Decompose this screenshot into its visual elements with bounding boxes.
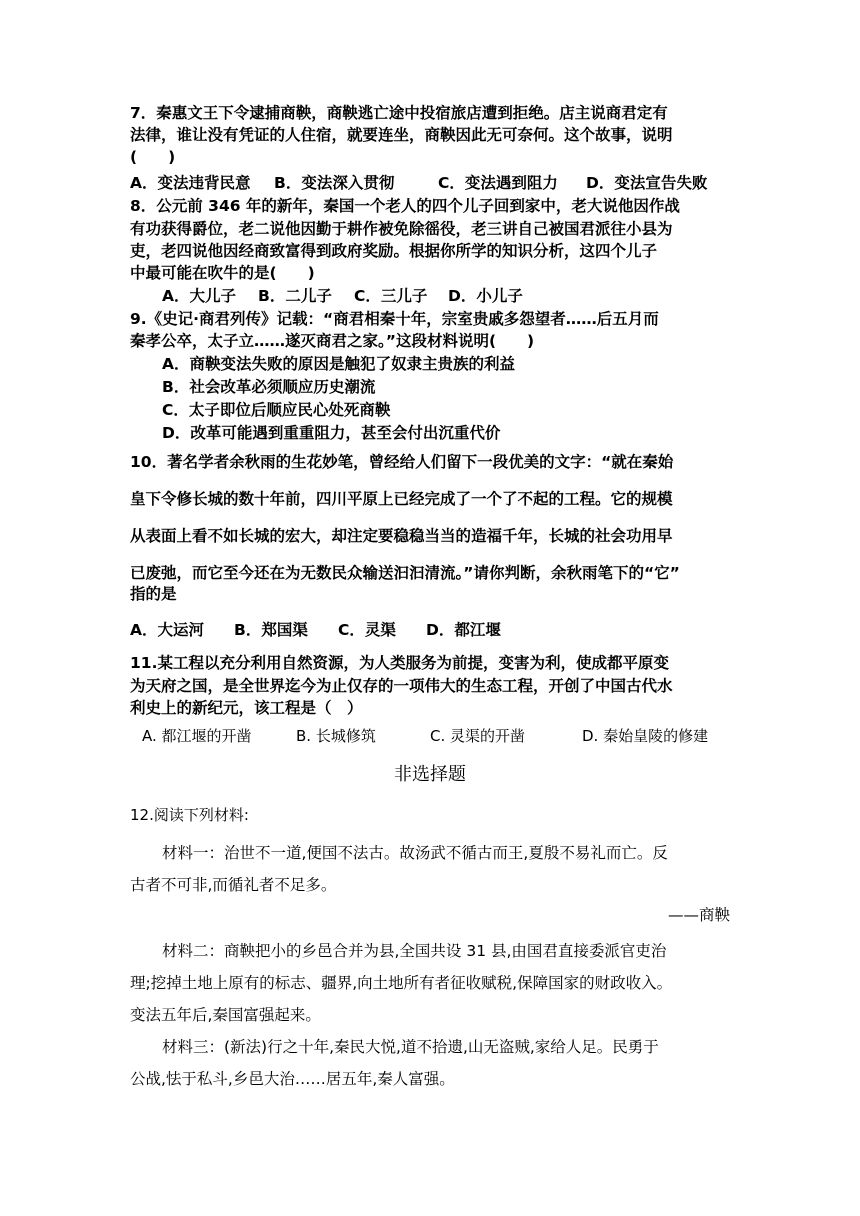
- q7-line-1: 7．秦惠文王下令逮捕商鞅，商鞅逃亡途中投宿旅店遭到拒绝。店主说商君定有: [130, 104, 668, 122]
- q9-line-2: 秦孝公卒，太子立……遂灭商君之家。”这段材料说明( ): [130, 332, 535, 350]
- q9-option-c: C．太子即位后顺应民心处死商鞅: [162, 401, 391, 419]
- q7-option-a: A．变法违背民意: [130, 174, 251, 192]
- q8-line-4: 中最可能在吹牛的是( ): [130, 264, 315, 282]
- q7-line-3: ( ): [130, 148, 176, 166]
- q10-option-b: B．郑国渠: [234, 621, 308, 639]
- q12-material3-line-2: 公战,怯于私斗,乡邑大治……居五年,秦人富强。: [130, 1070, 455, 1088]
- q12-material1-source: ——商鞅: [667, 906, 730, 924]
- q10-option-d: D．都江堰: [426, 621, 501, 639]
- q12-material2-line-3: 变法五年后,秦国富强起来。: [130, 1006, 321, 1024]
- q11-option-d: D. 秦始皇陵的修建: [582, 727, 709, 745]
- q10-line-5: 指的是: [130, 585, 177, 603]
- q9-line-1: 9.《史记·商君列传》记载：“商君相秦十年，宗室贵戚多怨望者……后五月而: [130, 310, 659, 328]
- q12-material2-line-1: 材料二：商鞅把小的乡邑合并为县,全国共设 31 县,由国君直接委派官吏治: [162, 942, 667, 960]
- q12-material1-line-1: 材料一：治世不一道,便国不法古。故汤武不循古而王,夏殷不易礼而亡。反: [162, 844, 668, 862]
- q11-option-a: A. 都江堰的开凿: [142, 727, 252, 745]
- q8-option-a: A．大儿子: [162, 287, 236, 305]
- q11-option-c: C. 灵渠的开凿: [430, 727, 526, 745]
- q8-line-1: 8．公元前 346 年的新年，秦国一个老人的四个儿子回到家中，老大说他因作战: [130, 197, 680, 215]
- q12-intro: 12.阅读下列材料:: [130, 806, 249, 824]
- q7-option-d: D．变法宣告失败: [586, 174, 708, 192]
- q10-line-4: 已废弛，而它至今还在为无数民众输送汩汩清流。”请你判断，余秋雨笔下的“它”: [130, 564, 680, 582]
- q10-option-c: C．灵渠: [338, 621, 396, 639]
- q8-option-d: D．小儿子: [448, 287, 523, 305]
- q10-option-a: A．大运河: [130, 621, 204, 639]
- q12-material3-line-1: 材料三：(新法)行之十年,秦民大悦,道不拾遗,山无盗贼,家给人足。民勇于: [162, 1038, 659, 1056]
- q12-material2-line-2: 理;挖掉土地上原有的标志、疆界,向土地所有者征收赋税,保障国家的财政收入。: [130, 974, 673, 992]
- q11-option-b: B. 长城修筑: [296, 727, 376, 745]
- q8-option-c: C．三儿子: [354, 287, 428, 305]
- q11-line-3: 利史上的新纪元，该工程是（ ）: [130, 699, 363, 717]
- q8-option-b: B．二儿子: [258, 287, 332, 305]
- q9-option-d: D．改革可能遇到重重阻力，甚至会付出沉重代价: [162, 424, 501, 442]
- q10-line-2: 皇下令修长城的数十年前，四川平原上已经完成了一个了不起的工程。它的规模: [130, 490, 673, 508]
- q11-line-1: 11.某工程以充分利用自然资源，为人类服务为前提，变害为利，使成都平原变: [130, 654, 669, 672]
- q7-line-2: 法律，谁让没有凭证的人住宿，就要连坐，商鞅因此无可奈何。这个故事，说明: [130, 126, 673, 144]
- q11-line-2: 为天府之国，是全世界迄今为止仅存的一项伟大的生态工程，开创了中国古代水: [130, 677, 673, 695]
- q10-line-1: 10．著名学者余秋雨的生花妙笔，曾经给人们留下一段优美的文字：“就在秦始: [130, 453, 674, 471]
- q9-option-a: A．商鞅变法失败的原因是触犯了奴隶主贵族的利益: [162, 355, 515, 373]
- q10-line-3: 从表面上看不如长城的宏大，却注定要稳稳当当的造福千年，长城的社会功用早: [130, 527, 673, 545]
- section-heading: 非选择题: [394, 764, 466, 785]
- q7-option-c: C．变法遇到阻力: [438, 174, 558, 192]
- q9-option-b: B．社会改革必须顺应历史潮流: [162, 378, 376, 396]
- q7-option-b: B．变法深入贯彻: [274, 174, 395, 192]
- q8-line-2: 有功获得爵位，老二说他因勤于耕作被免除徭役，老三讲自己被国君派往小县为: [130, 220, 673, 238]
- q12-material1-line-2: 古者不可非,而循礼者不足多。: [130, 876, 337, 894]
- q8-line-3: 吏，老四说他因经商致富得到政府奖励。根据你所学的知识分析，这四个儿子: [130, 242, 658, 260]
